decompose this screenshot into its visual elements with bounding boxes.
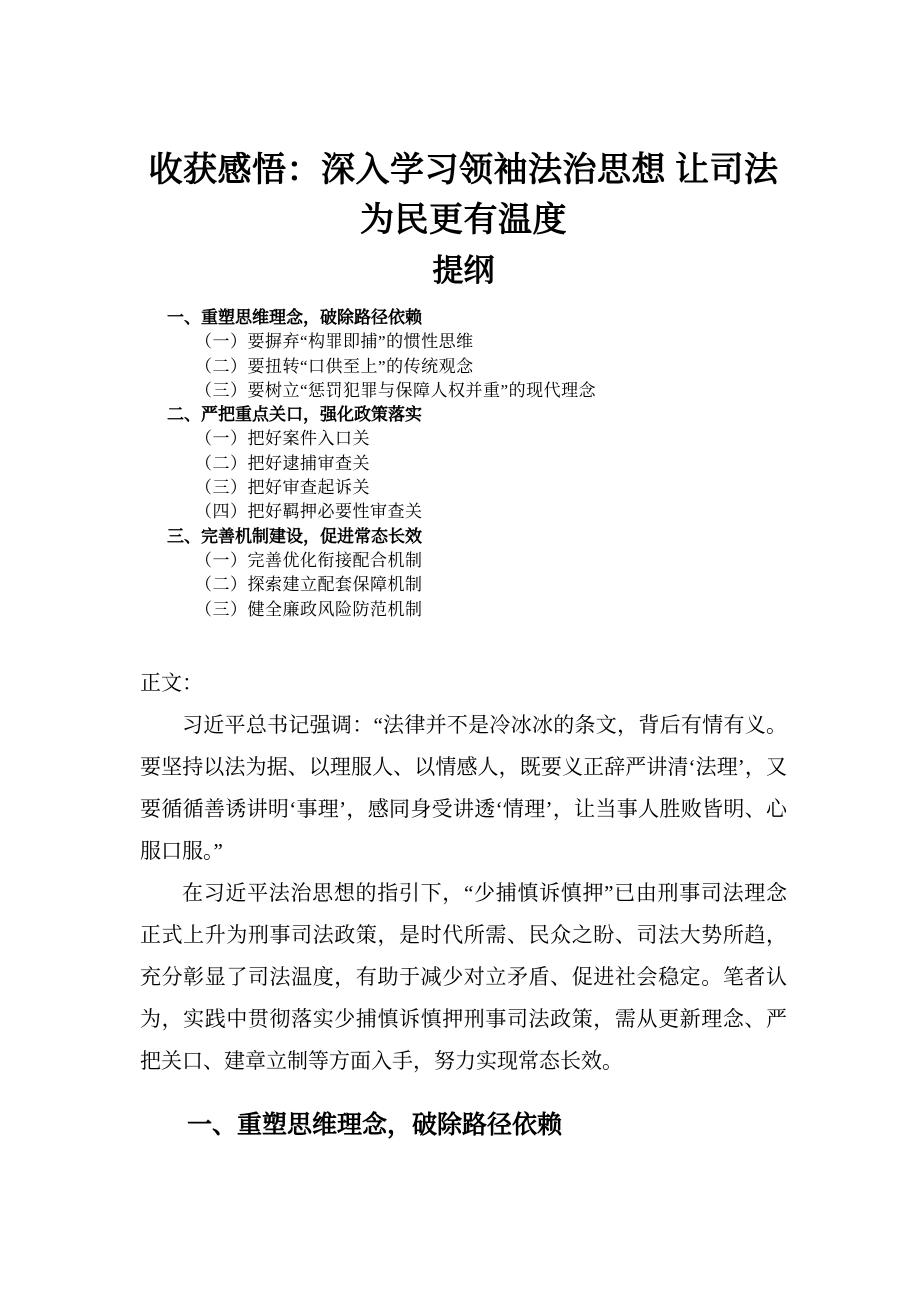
outline-item: （三）把好审查起诉关 <box>195 478 370 498</box>
outline-item: （一）要摒弃“构罪即捕”的惯性思维 <box>195 332 474 352</box>
outline-item: （三）要树立“惩罚犯罪与保障人权并重”的现代理念 <box>195 380 597 400</box>
document-title: 收获感悟：深入学习领袖法治思想 让司法为民更有温度 <box>148 152 779 239</box>
outline-section-label: 二、严把重点关口，强化政策落实 <box>167 405 422 425</box>
outline-item: （一）把好案件入口关 <box>195 429 370 449</box>
outline-item: （三）健全廉政风险防范机制 <box>195 599 423 619</box>
outline-heading: 提纲 <box>432 253 495 288</box>
outline-list <box>140 306 787 622</box>
outline-item: （四）把好羁押必要性审查关 <box>195 502 423 522</box>
outline-section-label: 一、重塑思维理念，破除路径依赖 <box>167 308 422 327</box>
outline-section-label: 三、完善机制建设，促进常态长效 <box>167 526 422 546</box>
outline-item: （二）探索建立配套保障机制 <box>195 575 423 595</box>
body-paragraph: 在习近平法治思想的指引下，“少捕慎诉慎押”已由刑事司法理念正式上升为刑事司法政策，是时代所需、民众之盼、司法大势所趋，充分彰显了司法温度，有助于减少对立矛盾、促进社会稳定。笔者认为，实践中贯彻落实少捕慎诉慎押刑事司法政策，需从更新理念、严把关口、建章立制等方面入手，努力实现常态长效。 <box>140 880 787 1073</box>
outline-item: （二）把好逮捕审查关 <box>195 453 370 473</box>
body-paragraph: 习近平总书记强调：“法律并不是冷冰冰的条文，背后有情有义。要坚持以法为据、以理服人、以情感人，既要义正辞严讲清‘法理’，又要循循善诱讲明‘事理’，感同身受讲透‘情理’，让当事人胜败皆明、心服口服。” <box>140 712 787 863</box>
outline-item: （一）完善优化衔接配合机制 <box>195 550 423 570</box>
section-heading: 一、重塑思维理念，破除路径依赖 <box>187 1110 563 1139</box>
body-label: 正文： <box>140 670 203 695</box>
outline-item: （二）要扭转“口供至上”的传统观念 <box>195 356 474 376</box>
